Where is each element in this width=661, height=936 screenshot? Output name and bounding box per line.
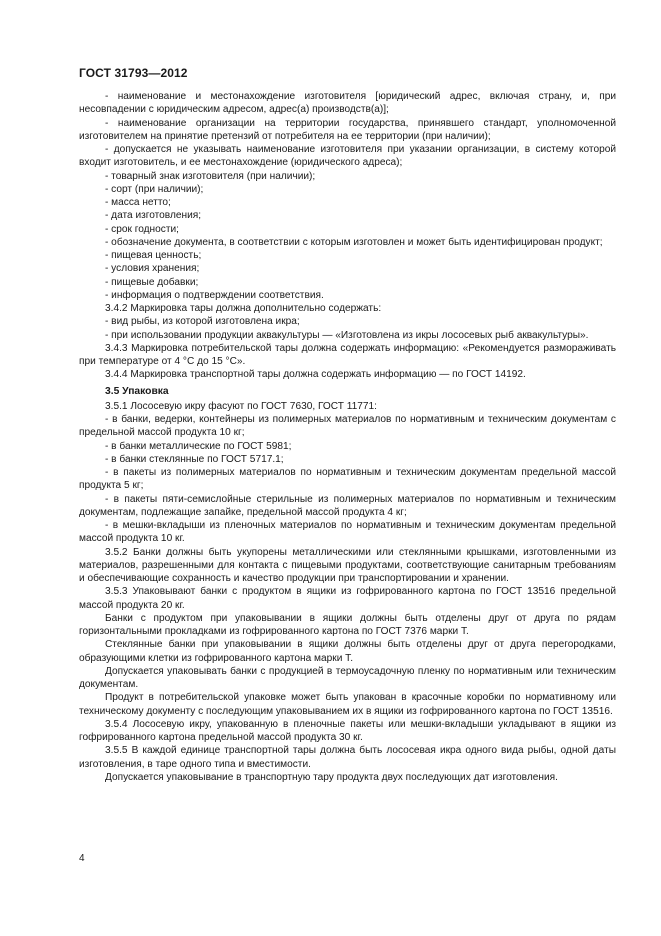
paragraph: Стеклянные банки при упаковывании в ящики должны быть отделены друг от друга перегородками, образующими клетки из гофрированного картона марки Т. [79, 639, 616, 664]
paragraph: - в банки металлические по ГОСТ 5981; [105, 440, 292, 452]
paragraph: Банки с продуктом при упаковывании в ящики должны быть отделены друг от друга по рядам горизонтальными прокладками из гофрированного картона по ГОСТ 7376 марки Т. [79, 612, 616, 637]
paragraph: - в банки, ведерки, контейнеры из полимерных материалов по нормативным и техническим документам с предельной массой продукта 10 кг; [79, 414, 616, 439]
paragraph: - в пакеты пяти-семислойные стерильные из полимерных материалов по нормативным и техническим документам, подлежащие запайке, предельной массой продукта 4 кг; [79, 493, 616, 518]
paragraph: - в пакеты из полимерных материалов по нормативным и техническим документам предельной массой продукта 5 кг; [79, 467, 616, 492]
paragraph: - при использовании продукции аквакультуры — «Изготовлена из икры лососевых рыб аквакультуры». [105, 329, 589, 341]
paragraph: 3.5.3 Упаковывают банки с продуктом в ящики из гофрированного картона по ГОСТ 13516 предельной массой продукта 20 кг. [79, 586, 616, 611]
paragraph: 3.5.4 Лососевую икру, упакованную в пленочные пакеты или мешки-вкладыши укладывают в ящики из гофрированного картона предельной массой продукта 30 кг. [79, 718, 616, 743]
paragraph: 3.5.5 В каждой единице транспортной тары должна быть лососевая икра одного вида рыбы, одной даты изготовления, в таре одного типа и вместимости. [79, 745, 616, 770]
paragraph: 3.5.2 Банки должны быть укупорены металлическими или стеклянными крышками, изготовленными из материалов, разрешенными для контакта с пищевыми продуктами, соответствующие санитарным требованиям и обеспечивающие сохранность и качество продукции при транспортировании и хранении. [79, 546, 616, 584]
paragraph: 3.4.4 Маркировка транспортной тары должна содержать информацию — по ГОСТ 14192. [105, 369, 526, 381]
paragraph: - допускается не указывать наименование изготовителя при указании организации, в систему которой входит изготовитель, и ее местонахождение (юридического адреса); [79, 144, 616, 169]
paragraph: - дата изготовления; [105, 210, 202, 222]
paragraph: - условия хранения; [105, 263, 200, 275]
paragraph: 3.4.3 Маркировка потребительской тары должна содержать информацию: «Рекомендуется размораживать при температуре от 4 °С до 15 °С». [79, 342, 616, 367]
page-number: 4 [79, 853, 85, 864]
paragraph: - пищевые добавки; [105, 276, 199, 288]
paragraph: Допускается упаковывание в транспортную тару продукта двух последующих дат изготовления. [105, 771, 558, 783]
paragraph: - масса нетто; [105, 197, 171, 208]
paragraph: - в банки стеклянные по ГОСТ 5717.1; [105, 453, 284, 465]
paragraph: - пищевая ценность; [105, 250, 202, 261]
document-body [79, 90, 616, 784]
paragraph: - информация о подтверждении соответствия. [105, 289, 324, 301]
paragraph: - в мешки-вкладыши из пленочных материалов по нормативным и техническим документам предельной массой продукта 10 кг. [79, 520, 616, 545]
paragraph: - сорт (при наличии); [105, 183, 204, 195]
paragraph: 3.5.1 Лососевую икру фасуют по ГОСТ 7630, ГОСТ 11771: [105, 400, 377, 412]
paragraph: Продукт в потребительской упаковке может быть упакован в красочные коробки по нормативному или техническому документу с последующим упаковыванием их в ящики из гофрированного картона по ГОСТ 13516. [79, 692, 616, 717]
document-header: ГОСТ 31793—2012 [79, 66, 188, 80]
paragraph: - товарный знак изготовителя (при наличии); [105, 170, 316, 182]
paragraph: - наименование и местонахождение изготовителя [юридический адрес, включая страну, и, при несовпадении с юридическим адресом, адрес(а) производств(а)]; [79, 91, 616, 116]
paragraph: - вид рыбы, из которой изготовлена икра; [105, 316, 300, 328]
paragraph: - наименование организации на территории государства, принявшего стандарт, уполномоченной изготовителем на принятие претензий от потребителя на ее территории (при наличии); [79, 117, 616, 142]
paragraph: 3.4.2 Маркировка тары должна дополнительно содержать: [105, 303, 382, 314]
section-heading: 3.5 Упаковка [105, 385, 169, 397]
paragraph: Допускается упаковывать банки с продукцией в термоусадочную пленку по нормативным или техническим документам. [79, 665, 616, 690]
paragraph: - срок годности; [105, 223, 179, 235]
paragraph: - обозначение документа, в соответствии с которым изготовлен и может быть идентифицирован продукт; [105, 236, 603, 248]
